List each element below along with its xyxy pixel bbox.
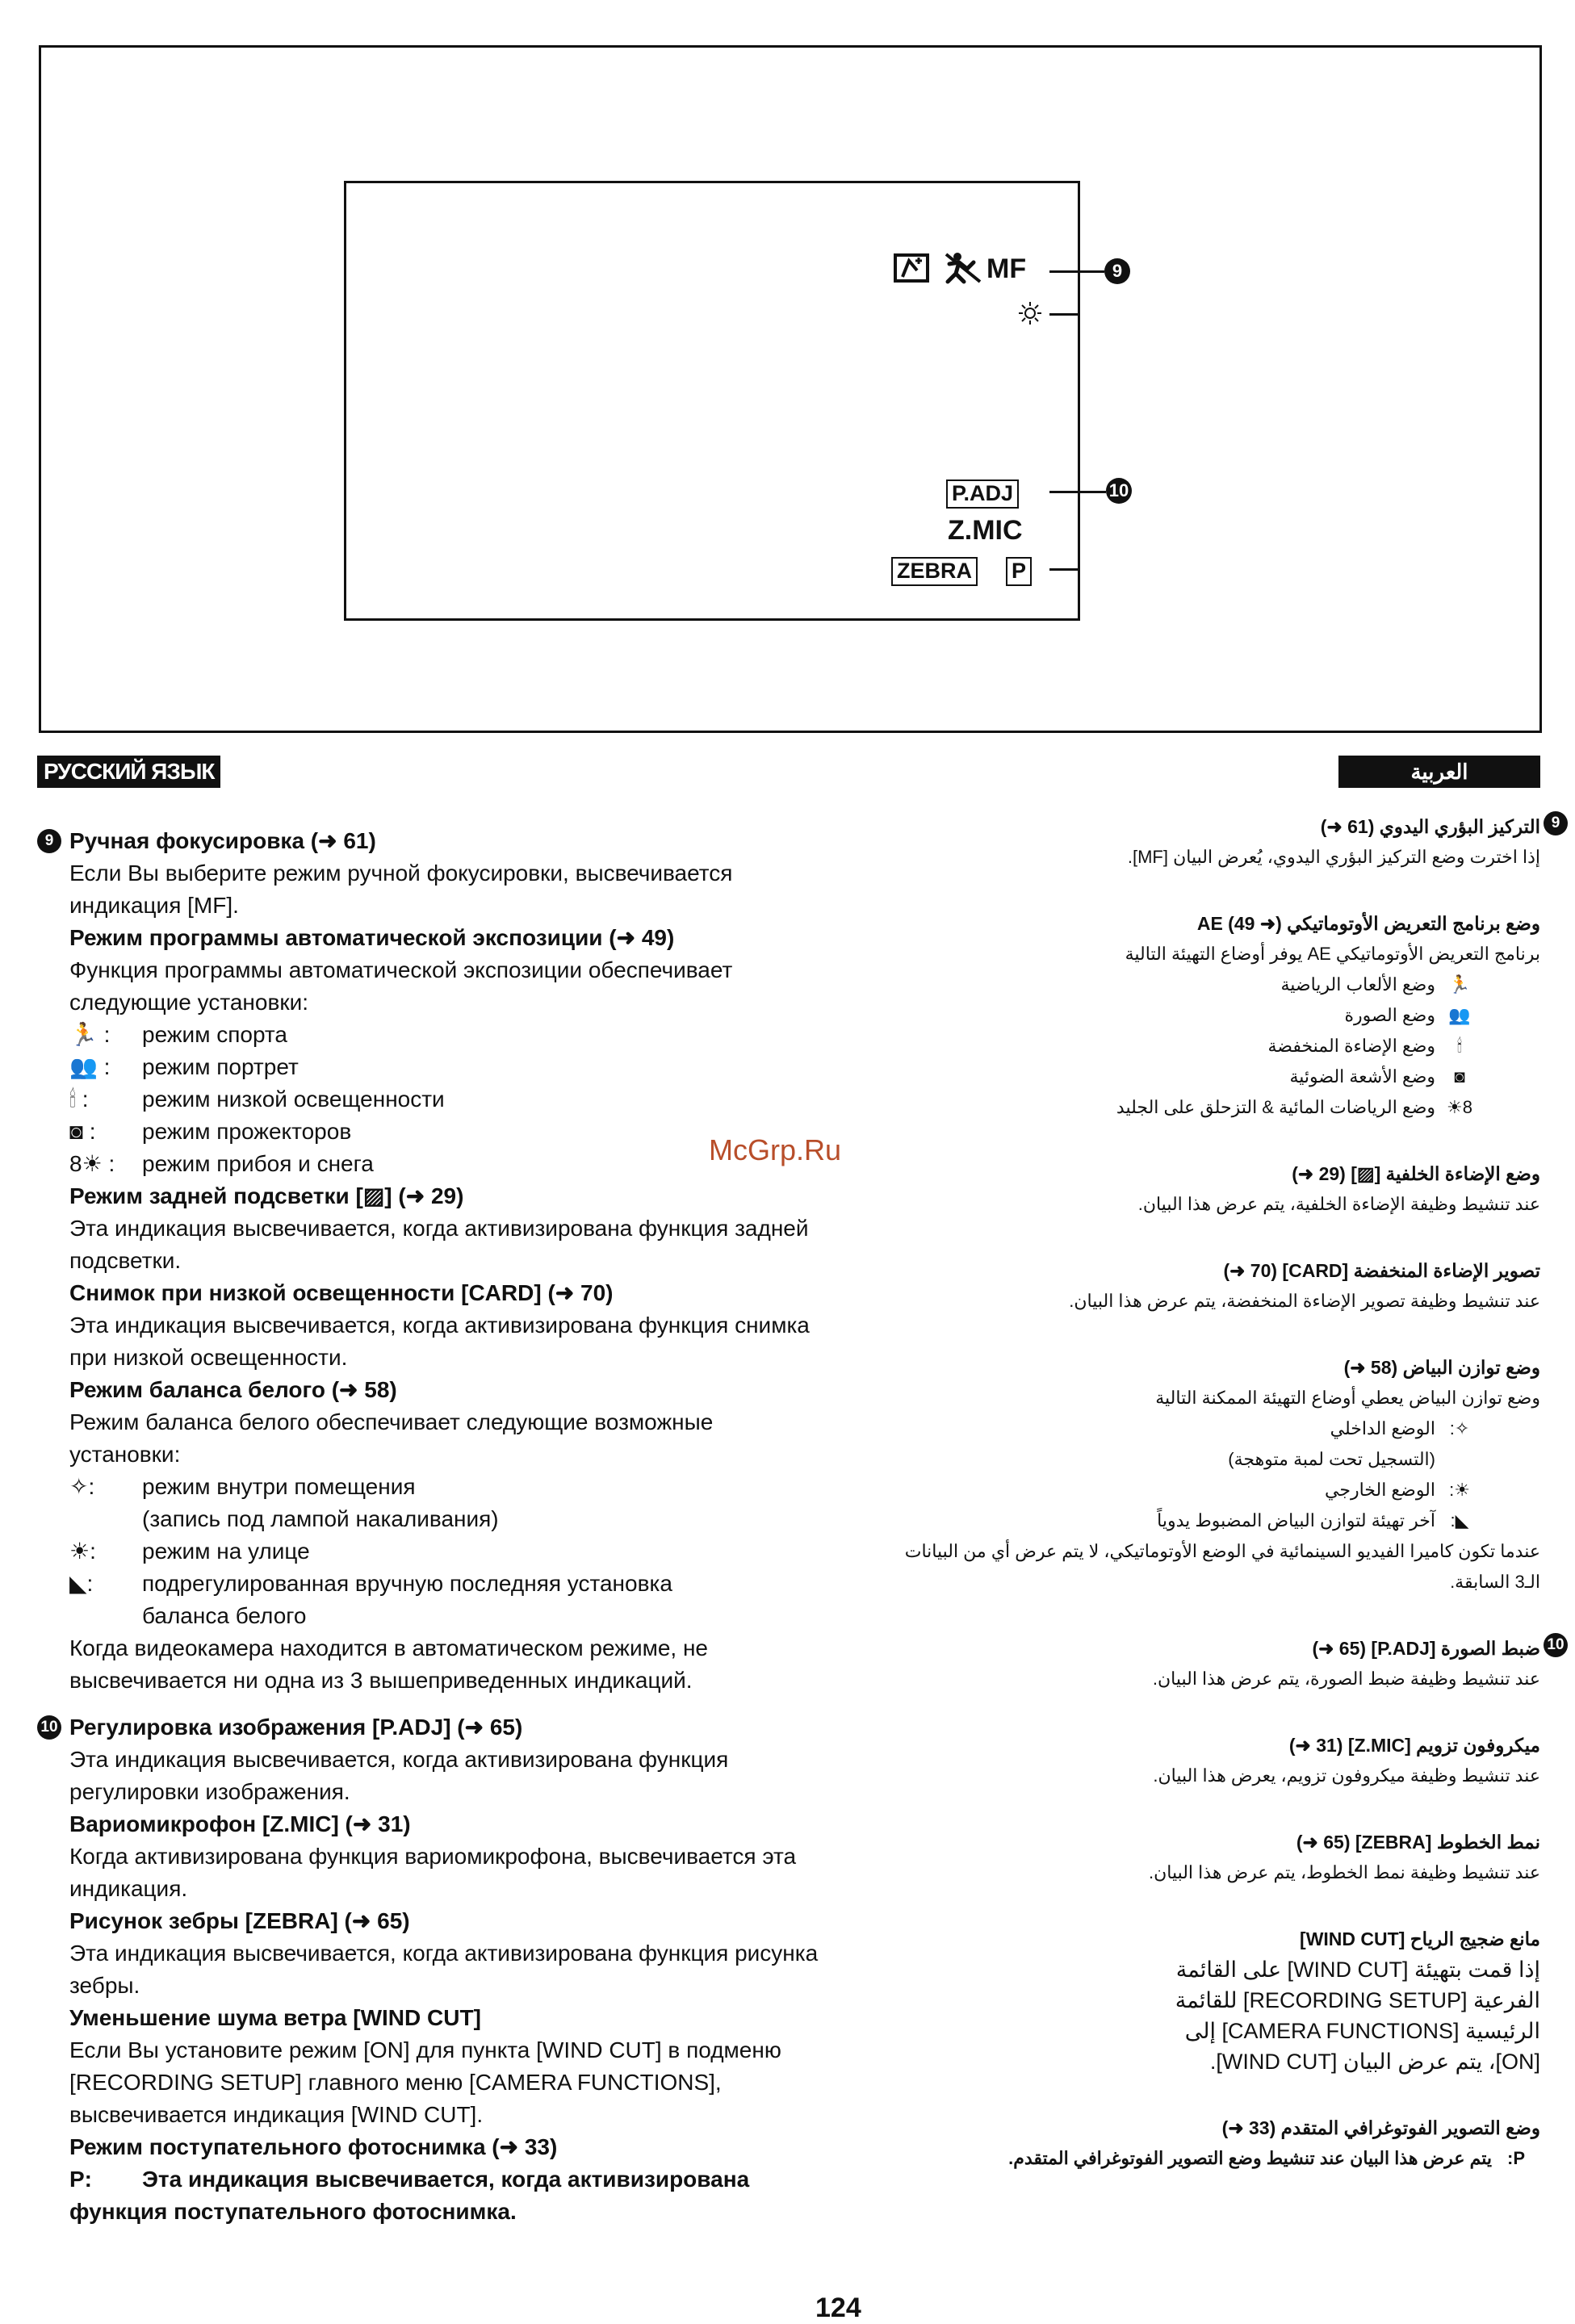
white-balance-title: Режим баланса белого (➜ 58) (69, 1377, 397, 1402)
zebra-text: Эта индикация высвечивается, когда активизирована функция рисунка зебры. (69, 1941, 819, 1998)
white-balance-icon (1016, 299, 1045, 328)
wb-item-ar: ✧:الوضع الداخلي (888, 1413, 1540, 1444)
zebra-title: Рисунок зебры [ZEBRA] (➜ 65) (69, 1908, 410, 1933)
ae-item: 🏃 : режим спорта (69, 1019, 820, 1051)
indoor-icon: ✧: (69, 1474, 95, 1499)
ae-program-text-ar: برنامج التعريض الأوتوماتيكي AE يوفر أوضاع التهيئة التالية (1125, 944, 1540, 964)
burst-item: P: Эта индикация высвечивается, когда активизирована функция поступательного фотоснимка. (69, 2163, 820, 2228)
picture-adjust-text: Эта индикация высвечивается, когда активизирована функция регулировки изображения. (69, 1747, 729, 1804)
backlight-text-ar: عند تنشيط وظيفة الإضاءة الخلفية، يتم عرض هذا البيان. (1137, 1194, 1540, 1214)
wb-item: ☀: режим на улице (69, 1535, 820, 1568)
wb-item: (запись под лампой накаливания) (142, 1506, 499, 1531)
indoor-icon: ✧: (1449, 1418, 1470, 1438)
white-balance-text: Режим баланса белого обеспечивает следующие возможные установки: (69, 1409, 714, 1467)
spotlight-icon: ◙ : (69, 1119, 96, 1144)
ae-program-title: Режим программы автоматической экспозиции (➜ 49) (69, 925, 675, 950)
low-light-title: Снимок при низкой освещенности [CARD] (➜ 70) (69, 1280, 614, 1305)
section-9-badge-ar: 9 (1544, 811, 1568, 835)
callout-9-line-lower (1049, 313, 1080, 316)
burst-item-ar: P:يتم عرض هذا البيان عند تنشيط وضع التصوير الفوتوغرافي المتقدم. (888, 2143, 1540, 2174)
zebra-indicator: ZEBRA (891, 557, 978, 586)
surf-snow-icon: 8☀ : (69, 1151, 115, 1176)
backlight-icon (893, 253, 932, 285)
page-number: 124 (815, 2293, 861, 2323)
manual-wb-icon: ◣: (1450, 1510, 1469, 1530)
zebra-text-ar: عند تنشيط وظيفة نمط الخطوط، يتم عرض هذا البيان. (1148, 1862, 1540, 1882)
sports-icon: 🏃 : (69, 1022, 111, 1047)
wb-item: баланса белого (142, 1603, 307, 1628)
zebra-title-ar: نمط الخطوط [ZEBRA] (65 ➜) (1296, 1832, 1540, 1853)
russian-language-header: РУССКИЙ ЯЗЫК (37, 756, 220, 788)
wb-item-ar: ☀:الوضع الخارجي (888, 1475, 1540, 1505)
low-light-icon: 🕯 : (69, 1087, 89, 1112)
ae-item-ar: 👥وضع الصورة (888, 1000, 1540, 1031)
russian-column (40, 825, 820, 2228)
ae-item-ar: ◙وضع الأشعة الضوئية (888, 1062, 1540, 1092)
wind-cut-title-ar: مانع ضجيج الرياح [WIND CUT] (1300, 1928, 1540, 1949)
ae-item-ar: 🏃وضع الألعاب الرياضية (888, 969, 1540, 1000)
white-balance-title-ar: وضع توازن البياض (58 ➜) (1343, 1357, 1540, 1378)
sports-mode-icon (943, 251, 985, 285)
wb-item: ✧: режим внутри помещения (69, 1471, 820, 1503)
wb-item: ◣: подрегулированная вручную последняя установка (69, 1568, 820, 1600)
wb-item-ar: ◣:آخر تهيئة لتوازن البياض المضبوط يدوياً (888, 1505, 1540, 1536)
callout-9-line (1049, 270, 1104, 273)
arabic-language-header: العربية (1338, 756, 1540, 788)
section-9-badge: 9 (37, 829, 61, 853)
surf-snow-icon: 8☀ (1447, 1097, 1472, 1117)
ae-program-title-ar: وضع برنامج التعريض الأوتوماتيكي AE (49 ➜) (1196, 913, 1540, 934)
portrait-icon: 👥 : (69, 1054, 111, 1079)
wind-cut-text: Если Вы установите режим [ON] для пункта [WIND CUT] в подменю [RECORDING SETUP] главного меню [CAMERA FUNCTIONS], высвечивается индикация [WIND CUT]. (69, 2037, 781, 2127)
spotlight-icon: ◙ (1454, 1066, 1465, 1087)
burst-p-icon: P: (69, 2167, 92, 2192)
ae-item-ar: 🕯وضع الإضاءة المنخفضة (888, 1031, 1540, 1062)
callout-10-bracket (1078, 491, 1080, 570)
zoom-mic-text: Когда активизирована функция вариомикрофона, высвечивается эта индикация. (69, 1844, 797, 1901)
arabic-column (888, 811, 1565, 2209)
outdoor-icon: ☀: (69, 1539, 96, 1564)
ae-item: ◙ : режим прожекторов (69, 1116, 820, 1148)
backlight-title-ar: وضع الإضاءة الخلفية [▨] (29 ➜) (1292, 1163, 1540, 1184)
picture-adjust-text-ar: عند تنشيط وظيفة ضبط الصورة، يتم عرض هذا البيان. (1152, 1669, 1540, 1689)
burst-title: Режим поступательного фотоснимка (➜ 33) (69, 2134, 558, 2159)
callout-10: 10 (1106, 478, 1132, 504)
wind-cut-text-ar: إذا قمت بتهيئة [WIND CUT] على القائمة الفرعية [RECORDING SETUP] للقائمة الرئيسية [CAMERA FUNCTIONS] إلى [ON]، يتم عرض البيان [WIND CUT]. (1175, 1958, 1540, 2074)
callout-10-line-lower (1049, 568, 1080, 571)
picture-adjust-title: Регулировка изображения [P.ADJ] (➜ 65) (69, 1715, 523, 1740)
low-light-text-ar: عند تنشيط وظيفة تصوير الإضاءة المنخفضة، يتم عرض هذا البيان. (1069, 1291, 1540, 1311)
ae-item-ar: 8☀وضع الرياضات المائية & التزحلق على الجليد (888, 1092, 1540, 1123)
burst-title-ar: وضع التصوير الفوتوغرافي المتقدم (33 ➜) (1221, 2117, 1540, 2138)
portrait-icon: 👥 (1448, 1005, 1471, 1025)
burst-p-indicator: P (1006, 557, 1032, 586)
section-10-badge-ar: 10 (1544, 1633, 1568, 1657)
viewfinder-screen (344, 181, 1080, 621)
low-light-title-ar: تصوير الإضاءة المنخفضة [CARD] (70 ➜) (1223, 1260, 1540, 1281)
white-balance-note-ar: عندما تكون كاميرا الفيديو السينمائية في الوضع الأوتوماتيكي، لا يتم عرض أي من البيانات الـ3 السابقة. (904, 1541, 1540, 1592)
ae-item: 🕯 : режим низкой освещенности (69, 1083, 820, 1116)
backlight-text: Эта индикация высвечивается, когда активизирована функция задней подсветки. (69, 1216, 809, 1273)
ae-item: 👥 : режим портрет (69, 1051, 820, 1083)
wind-cut-title: Уменьшение шума ветра [WIND CUT] (69, 2005, 481, 2030)
zoom-mic-title-ar: ميكروفون تزويم [Z.MIC] (31 ➜) (1288, 1735, 1540, 1756)
white-balance-note: Когда видеокамера находится в автоматическом режиме, не высвечивается ни одна из 3 вышеприведенных индикаций. (69, 1635, 708, 1693)
low-light-icon: 🕯 (1456, 1036, 1463, 1056)
padj-indicator: P.ADJ (946, 479, 1019, 509)
section-10-badge: 10 (37, 1715, 61, 1740)
backlight-title: Режим задней подсветки [▨] (➜ 29) (69, 1183, 464, 1208)
wb-item-ar: (التسجيل تحت لمبة متوهجة) (1228, 1449, 1435, 1469)
callout-9-bracket (1078, 270, 1080, 316)
manual-focus-title: Ручная фокусировка (➜ 61) (69, 828, 376, 853)
white-balance-text-ar: وضع توازن البياض يعطي أوضاع التهيئة الممكنة التالية (1155, 1388, 1540, 1408)
manual-focus-text: Если Вы выберите режим ручной фокусировки, высвечивается индикация [MF]. (69, 861, 733, 918)
manual-focus-title-ar: التركيز البؤري اليدوي (61 ➜) (1320, 816, 1540, 837)
sports-icon: 🏃 (1448, 974, 1471, 995)
callout-9: 9 (1104, 258, 1130, 284)
mf-indicator: MF (986, 253, 1027, 284)
watermark: McGrp.Ru (709, 1133, 842, 1166)
manual-focus-text-ar: إذا اخترت وضع التركيز البؤري اليدوي، يُعرض البيان [MF]. (1127, 847, 1540, 867)
ae-program-text: Функция программы автоматической экспозиции обеспечивает следующие установки: (69, 957, 733, 1015)
picture-adjust-title-ar: ضبط الصورة [P.ADJ] (65 ➜) (1312, 1638, 1540, 1659)
low-light-text: Эта индикация высвечивается, когда активизирована функция снимка при низкой освещенности. (69, 1313, 810, 1370)
zoom-mic-text-ar: عند تنشيط وظيفة ميكروفون تزويم، يعرض هذا البيان. (1153, 1765, 1540, 1786)
zoom-mic-title: Вариомикрофон [Z.MIC] (➜ 31) (69, 1811, 411, 1836)
manual-wb-icon: ◣: (69, 1571, 94, 1596)
zmic-indicator: Z.MIC (948, 515, 1023, 546)
outdoor-icon: ☀: (1449, 1480, 1470, 1500)
ae-item: 8☀ : режим прибоя и снега (69, 1148, 820, 1180)
burst-p-icon: P: (1506, 2148, 1525, 2168)
